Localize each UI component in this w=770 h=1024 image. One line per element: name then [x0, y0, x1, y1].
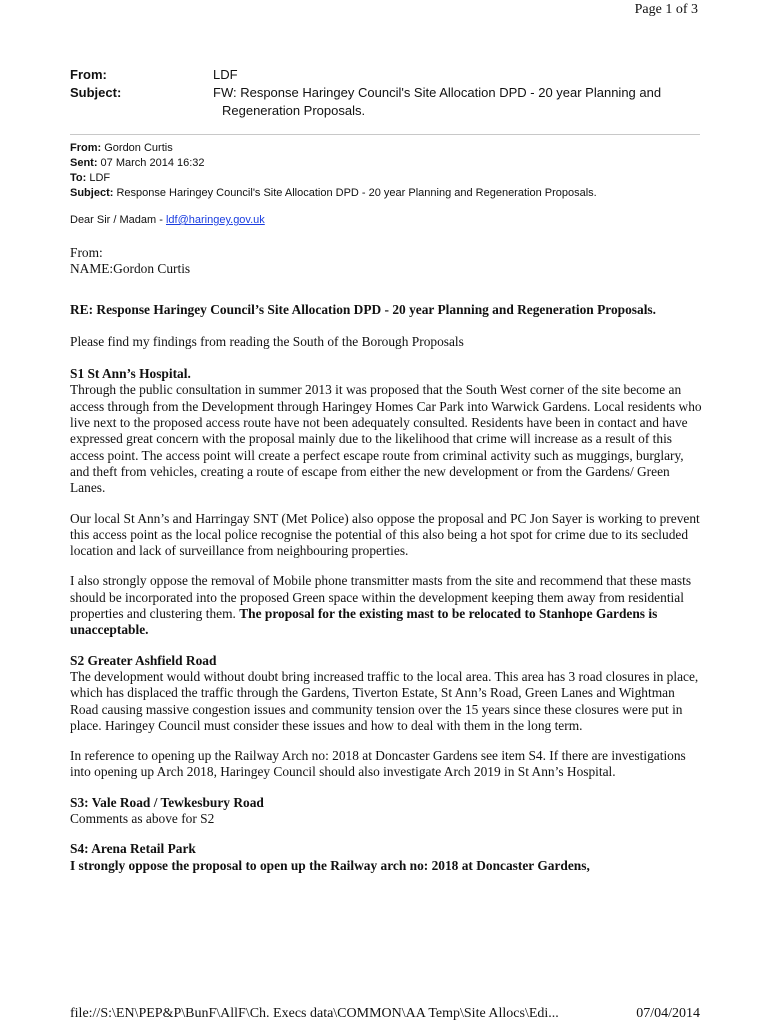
fwd-subject-row	[70, 186, 710, 201]
s1-heading: S1 St Ann’s Hospital.	[70, 366, 191, 382]
s4-heading: S4: Arena Retail Park	[70, 841, 196, 857]
fwd-sent-label: Sent:	[70, 157, 98, 169]
footer-date: 07/04/2014	[636, 1006, 700, 1021]
page-footer	[70, 1006, 700, 1022]
header-subject-row	[70, 84, 700, 120]
header-from-label: From:	[70, 67, 107, 82]
forwarded-header	[70, 141, 710, 201]
s1-paragraph-2: Our local St Ann’s and Harringay SNT (Met Police) also oppose the proposal and PC Jon Sayer is working to prevent this access point as the local police recognise the potential of this also being a hot spot for crime due to its secluded location and lack of surveillance from neighbouring properties.	[70, 510, 700, 559]
email-header	[70, 66, 700, 120]
letter-from-line: From:	[70, 245, 103, 260]
header-subject-line1: FW: Response Haringey Council's Site Allocation DPD - 20 year Planning and	[213, 85, 662, 100]
fwd-subject-value: Response Haringey Council's Site Allocation DPD - 20 year Planning and Regeneration Proposals.	[113, 187, 597, 199]
s1-paragraph-3-bold: The proposal for the existing mast to be relocated to Stanhope Gardens is unacceptable.	[70, 606, 658, 638]
fwd-from-row	[70, 141, 710, 156]
fwd-from-label: From:	[70, 142, 102, 154]
s1-paragraph-3-text: I also strongly oppose the removal of Mobile phone transmitter masts from the site and recommend that these masts should be incorporated into the proposed Green space within the development keeping them away from residential properties and clustering them.	[70, 573, 692, 622]
fwd-sent-value: 07 March 2014 16:32	[97, 157, 205, 169]
re-heading: RE: Response Haringey Council’s Site Allocation DPD - 20 year Planning and Regeneration Proposals.	[70, 301, 656, 317]
s3-paragraph-1: Comments as above for S2	[70, 811, 215, 827]
header-divider	[70, 134, 700, 135]
fwd-to-label: To:	[70, 172, 87, 184]
fwd-to-row	[70, 171, 710, 186]
greeting-text: Dear Sir / Madam -	[70, 214, 166, 226]
intro-paragraph: Please find my findings from reading the South of the Borough Proposals	[70, 333, 464, 349]
fwd-sent-row	[70, 156, 710, 171]
email-link[interactable]: ldf@haringey.gov.uk	[165, 214, 265, 226]
header-subject-line2: Regeneration Proposals.	[222, 103, 366, 118]
footer-file-path: file://S:\EN\PEP&P\BunF\AllF\Ch. Execs data\COMMON\AA Temp\Site Allocs\Edi...	[70, 1006, 559, 1021]
header-subject-value	[213, 84, 700, 120]
header-subject-label: Subject:	[70, 85, 122, 100]
s1-paragraph-3	[70, 573, 702, 638]
header-from-row	[70, 66, 700, 84]
header-from-value: LDF	[213, 67, 238, 82]
letter-body	[70, 245, 702, 874]
s1-paragraph-1: Through the public consultation in summer 2013 it was proposed that the South West corner of the site become an access through from the Development through Haringey Homes Car Park into Warwick Gardens. Local residents who live next to the proposed access route have not been adequately consulted. Residents have been in contact and have expressed great concern with the proposal mainly due to the likelihood that crime will increase as a result of this access point. The access point will create a perfect escape route from criminal activity such as muggings, burglary, and theft from vehicles, creating a route of escape from either the new development or from the Gardens/ Green Lanes.	[70, 382, 702, 496]
s2-paragraph-1: The development would without doubt bring increased traffic to the local area. This area has 3 road closures in place, which has displaced the traffic through the Gardens, Tiverton Estate, St Ann’s Road, Green Lanes and Wightman Road causing massive congestion issues and community tension over the 15 years since these closures were put in place. Haringey Council must consider these issues and how to deal with them in the long term.	[70, 668, 699, 733]
page-number: Page 1 of 3	[634, 2, 698, 17]
fwd-to-value: LDF	[86, 172, 111, 184]
fwd-subject-label: Subject:	[70, 187, 114, 199]
greeting	[70, 214, 265, 226]
fwd-from-value: Gordon Curtis	[101, 142, 173, 154]
s2-heading: S2 Greater Ashfield Road	[70, 652, 217, 668]
letter-name-line: NAME:Gordon Curtis	[70, 261, 191, 277]
s3-heading: S3: Vale Road / Tewkesbury Road	[70, 794, 264, 810]
s4-paragraph-1: I strongly oppose the proposal to open up the Railway arch no: 2018 at Doncaster Gardens,	[70, 857, 590, 873]
s2-paragraph-2: In reference to opening up the Railway Arch no: 2018 at Doncaster Gardens see item S4. If there are investigations into opening up Arch 2018, Haringey Council should also investigate Arch 2019 in St Ann’s Hospital.	[70, 748, 686, 780]
